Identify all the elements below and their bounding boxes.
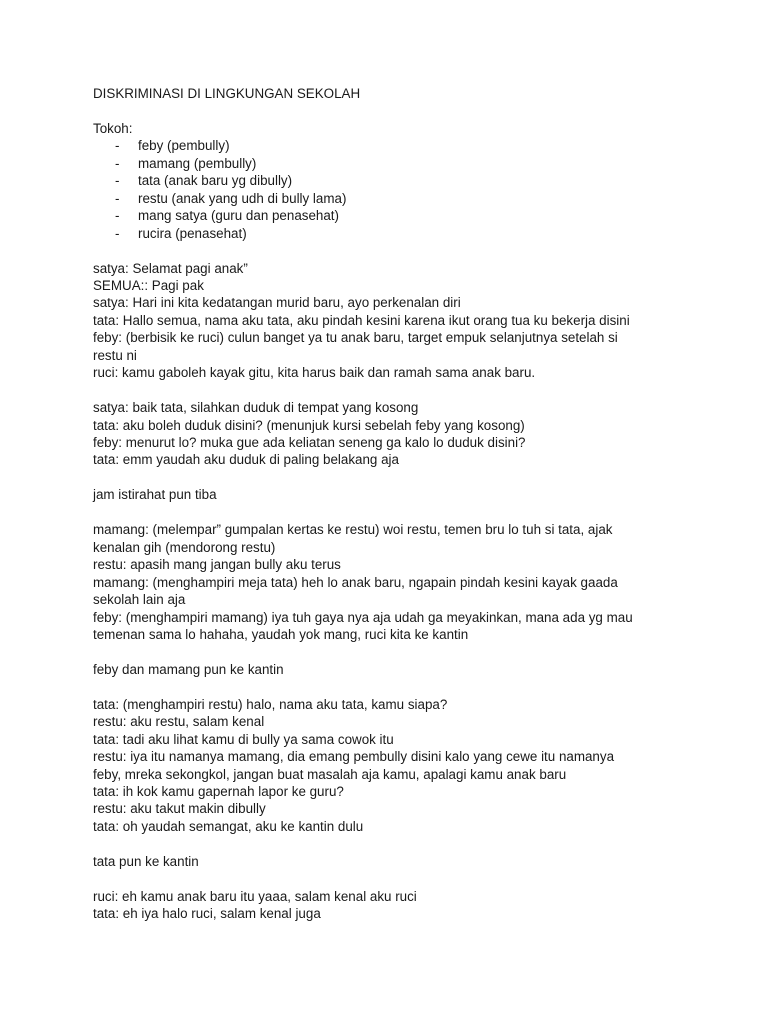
cast-item-text: restu (anak yang udh di bully lama) — [138, 190, 347, 206]
dialogue-line: feby: menurut lo? muka gue ada keliatan seneng ga kalo lo duduk disini? — [93, 435, 526, 451]
dialogue-line: temenan sama lo hahaha, yaudah yok mang, ruci kita ke kantin — [93, 626, 469, 642]
dialogue-line: ruci: kamu gaboleh kayak gitu, kita harus baik dan ramah sama anak baru. — [93, 365, 536, 381]
spacer — [93, 835, 713, 852]
dialogue-line: tata: tadi aku lihat kamu di bully ya sama cowok itu — [93, 731, 394, 747]
dialogue-line: mamang: (melempar” gumpalan kertas ke restu) woi restu, temen bru lo tuh si tata, ajak — [93, 522, 613, 538]
spacer — [93, 102, 713, 119]
dialogue-line: tata: Hallo semua, nama aku tata, aku pindah kesini karena ikut orang tua ku bekerja disini — [93, 312, 630, 328]
dialogue-block-5 — [93, 888, 713, 923]
spacer — [93, 382, 713, 399]
dialogue-line: tata: aku boleh duduk disini? (menunjuk kursi sebelah feby yang kosong) — [93, 417, 525, 433]
dialogue-line: tata: ih kok kamu gapernah lapor ke guru? — [93, 784, 344, 800]
dialogue-line: tata: eh iya halo ruci, salam kenal juga — [93, 906, 321, 922]
cast-item — [93, 155, 713, 172]
dialogue-line: ruci: eh kamu anak baru itu yaaa, salam kenal aku ruci — [93, 888, 417, 904]
spacer — [93, 242, 713, 259]
bullet-dash: - — [115, 225, 120, 241]
spacer — [93, 469, 713, 486]
dialogue-line: tata: (menghampiri restu) halo, nama aku tata, kamu siapa? — [93, 696, 448, 712]
dialogue-line: kenalan gih (mendorong restu) — [93, 539, 276, 555]
dialogue-line: restu ni — [93, 347, 137, 363]
document-body — [93, 85, 713, 923]
cast-item-text: tata (anak baru yg dibully) — [138, 173, 293, 189]
dialogue-block-4 — [93, 696, 713, 836]
dialogue-line: tata: emm yaudah aku duduk di paling belakang aja — [93, 452, 399, 468]
dialogue-block-3 — [93, 521, 713, 643]
dialogue-line: satya: Selamat pagi anak” — [93, 260, 248, 276]
spacer — [93, 678, 713, 695]
dialogue-line: feby: (menghampiri mamang) iya tuh gaya nya aja udah ga meyakinkan, mana ada yg mau — [93, 609, 633, 625]
dialogue-line: feby: (berbisik ke ruci) culun banget ya tu anak baru, target empuk selanjutnya setelah si — [93, 330, 618, 346]
bullet-dash: - — [115, 173, 120, 189]
cast-item-text: mamang (pembully) — [138, 155, 257, 171]
cast-item-text: rucira (penasehat) — [138, 225, 247, 241]
scene-direction: feby dan mamang pun ke kantin — [93, 661, 284, 677]
dialogue-line: tata: oh yaudah semangat, aku ke kantin dulu — [93, 818, 364, 834]
dialogue-line: mamang: (menghampiri meja tata) heh lo anak baru, ngapain pindah kesini kayak gaada — [93, 574, 618, 590]
bullet-dash: - — [115, 155, 120, 171]
dialogue-line: satya: baik tata, silahkan duduk di tempat yang kosong — [93, 400, 419, 416]
dialogue-line: restu: iya itu namanya mamang, dia emang pembully disini kalo yang cewe itu namanya — [93, 749, 615, 765]
cast-item — [93, 137, 713, 154]
bullet-dash: - — [115, 138, 120, 154]
dialogue-line: SEMUA:: Pagi pak — [93, 277, 204, 293]
dialogue-line: sekolah lain aja — [93, 592, 186, 608]
spacer — [93, 504, 713, 521]
dialogue-line: restu: aku takut makin dibully — [93, 801, 266, 817]
cast-list — [93, 137, 713, 242]
cast-item-text: mang satya (guru dan penasehat) — [138, 208, 339, 224]
cast-item — [93, 190, 713, 207]
dialogue-block-1 — [93, 260, 713, 382]
bullet-dash: - — [115, 208, 120, 224]
dialogue-line: feby, mreka sekongkol, jangan buat masalah aja kamu, apalagi kamu anak baru — [93, 766, 567, 782]
cast-heading: Tokoh: — [93, 120, 133, 136]
cast-item-text: feby (pembully) — [138, 138, 230, 154]
document-title: DISKRIMINASI DI LINGKUNGAN SEKOLAH — [93, 86, 361, 101]
dialogue-line: restu: aku restu, salam kenal — [93, 714, 265, 730]
spacer — [93, 643, 713, 660]
scene-direction: jam istirahat pun tiba — [93, 487, 217, 503]
cast-item — [93, 172, 713, 189]
dialogue-line: satya: Hari ini kita kedatangan murid baru, ayo perkenalan diri — [93, 295, 461, 311]
dialogue-block-2 — [93, 399, 713, 469]
cast-item — [93, 225, 713, 242]
cast-item — [93, 207, 713, 224]
dialogue-line: restu: apasih mang jangan bully aku terus — [93, 557, 341, 573]
scene-direction: tata pun ke kantin — [93, 853, 199, 869]
spacer — [93, 870, 713, 887]
bullet-dash: - — [115, 190, 120, 206]
